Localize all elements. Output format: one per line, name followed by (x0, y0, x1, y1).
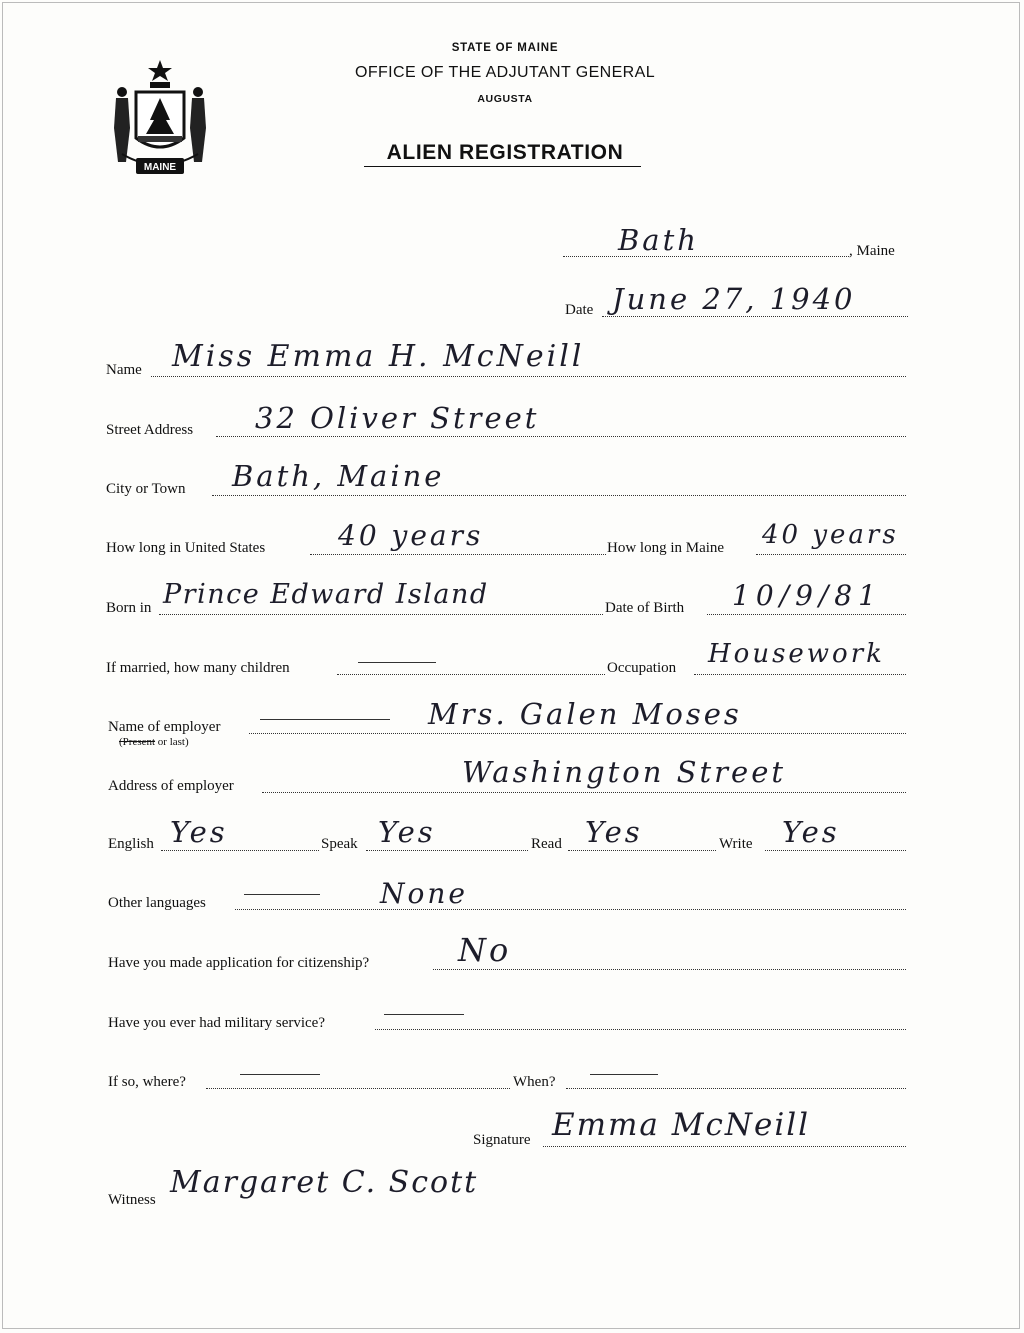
signature-value: Emma McNeill (552, 1107, 811, 1143)
dob-value: 10/9/81 (732, 579, 882, 612)
when-line (566, 1088, 906, 1089)
employer-sub-rest: or last) (155, 736, 189, 748)
write-line (765, 850, 906, 851)
read-line (568, 850, 716, 851)
us-years-line (310, 554, 606, 555)
employer-label: Name of employer (108, 719, 221, 735)
born-label: Born in (106, 600, 152, 616)
header-city: AUGUSTA (477, 93, 533, 105)
street-value: 32 Oliver Street (255, 401, 540, 435)
speak-value: Yes (378, 815, 436, 849)
witness-value: Margaret C. Scott (170, 1165, 479, 1200)
signature-line (543, 1146, 906, 1147)
employer-sub-label (119, 737, 189, 748)
english-label: English (108, 836, 154, 852)
title-underline (364, 166, 641, 167)
date-line (602, 316, 908, 317)
place-suffix: , Maine (849, 243, 895, 259)
dob-line (707, 614, 906, 615)
place-value: Bath (618, 223, 699, 257)
occupation-label: Occupation (607, 660, 677, 676)
employer-sub-struck: (Present (119, 736, 156, 748)
date-label: Date (565, 302, 594, 318)
where-dash (240, 1074, 320, 1075)
write-label: Write (719, 836, 753, 852)
employer-value: Mrs. Galen Moses (428, 697, 742, 731)
read-value: Yes (585, 815, 643, 849)
other-languages-line (235, 909, 906, 910)
name-label: Name (106, 362, 142, 378)
write-value: Yes (782, 815, 840, 849)
occupation-value: Housework (708, 639, 885, 669)
citizenship-line (433, 969, 906, 970)
name-line (151, 376, 906, 377)
dob-label: Date of Birth (605, 600, 685, 616)
employer-address-line (262, 792, 906, 793)
read-label: Read (531, 836, 562, 852)
military-dash (384, 1014, 464, 1015)
english-line (161, 850, 319, 851)
occupation-line (694, 674, 906, 675)
when-label: When? (513, 1074, 556, 1090)
military-line (375, 1029, 906, 1030)
header-office: OFFICE OF THE ADJUTANT GENERAL (354, 64, 656, 81)
employer-address-label: Address of employer (108, 778, 234, 794)
children-line (337, 674, 605, 675)
maine-years-label: How long in Maine (607, 540, 725, 556)
citizenship-label: Have you made application for citizenship? (108, 955, 370, 971)
employer-address-value: Washington Street (462, 755, 787, 789)
born-line (159, 614, 603, 615)
header-state: STATE OF MAINE (451, 42, 559, 54)
city-value: Bath, Maine (232, 459, 445, 493)
city-label: City or Town (106, 481, 186, 497)
children-dash (358, 662, 436, 663)
speak-label: Speak (321, 836, 358, 852)
other-languages-label: Other languages (108, 895, 206, 911)
name-value: Miss Emma H. McNeill (172, 339, 585, 374)
us-years-label: How long in United States (106, 540, 266, 556)
maine-state-seal (106, 58, 214, 180)
date-value: June 27, 1940 (612, 282, 856, 316)
form-title: ALIEN REGISTRATION (386, 141, 624, 164)
employer-dash (260, 719, 390, 720)
other-languages-dash (244, 894, 320, 895)
city-line (212, 495, 906, 496)
english-value: Yes (170, 815, 228, 849)
svg-text:MAINE: MAINE (143, 162, 177, 173)
military-label: Have you ever had military service? (108, 1015, 325, 1031)
signature-label: Signature (473, 1132, 531, 1148)
maine-years-value: 40 years (762, 520, 899, 550)
where-label: If so, where? (108, 1074, 186, 1090)
born-value: Prince Edward Island (163, 579, 489, 610)
maine-years-line (756, 554, 906, 555)
children-label: If married, how many children (106, 660, 290, 676)
street-line (216, 436, 906, 437)
speak-line (366, 850, 528, 851)
street-label: Street Address (106, 422, 194, 438)
place-line (563, 256, 849, 257)
witness-label: Witness (108, 1192, 156, 1208)
employer-line (249, 733, 906, 734)
citizenship-value: No (458, 931, 512, 969)
when-dash (590, 1074, 658, 1075)
us-years-value: 40 years (338, 519, 484, 552)
other-languages-value: None (380, 877, 468, 910)
where-line (206, 1088, 510, 1089)
